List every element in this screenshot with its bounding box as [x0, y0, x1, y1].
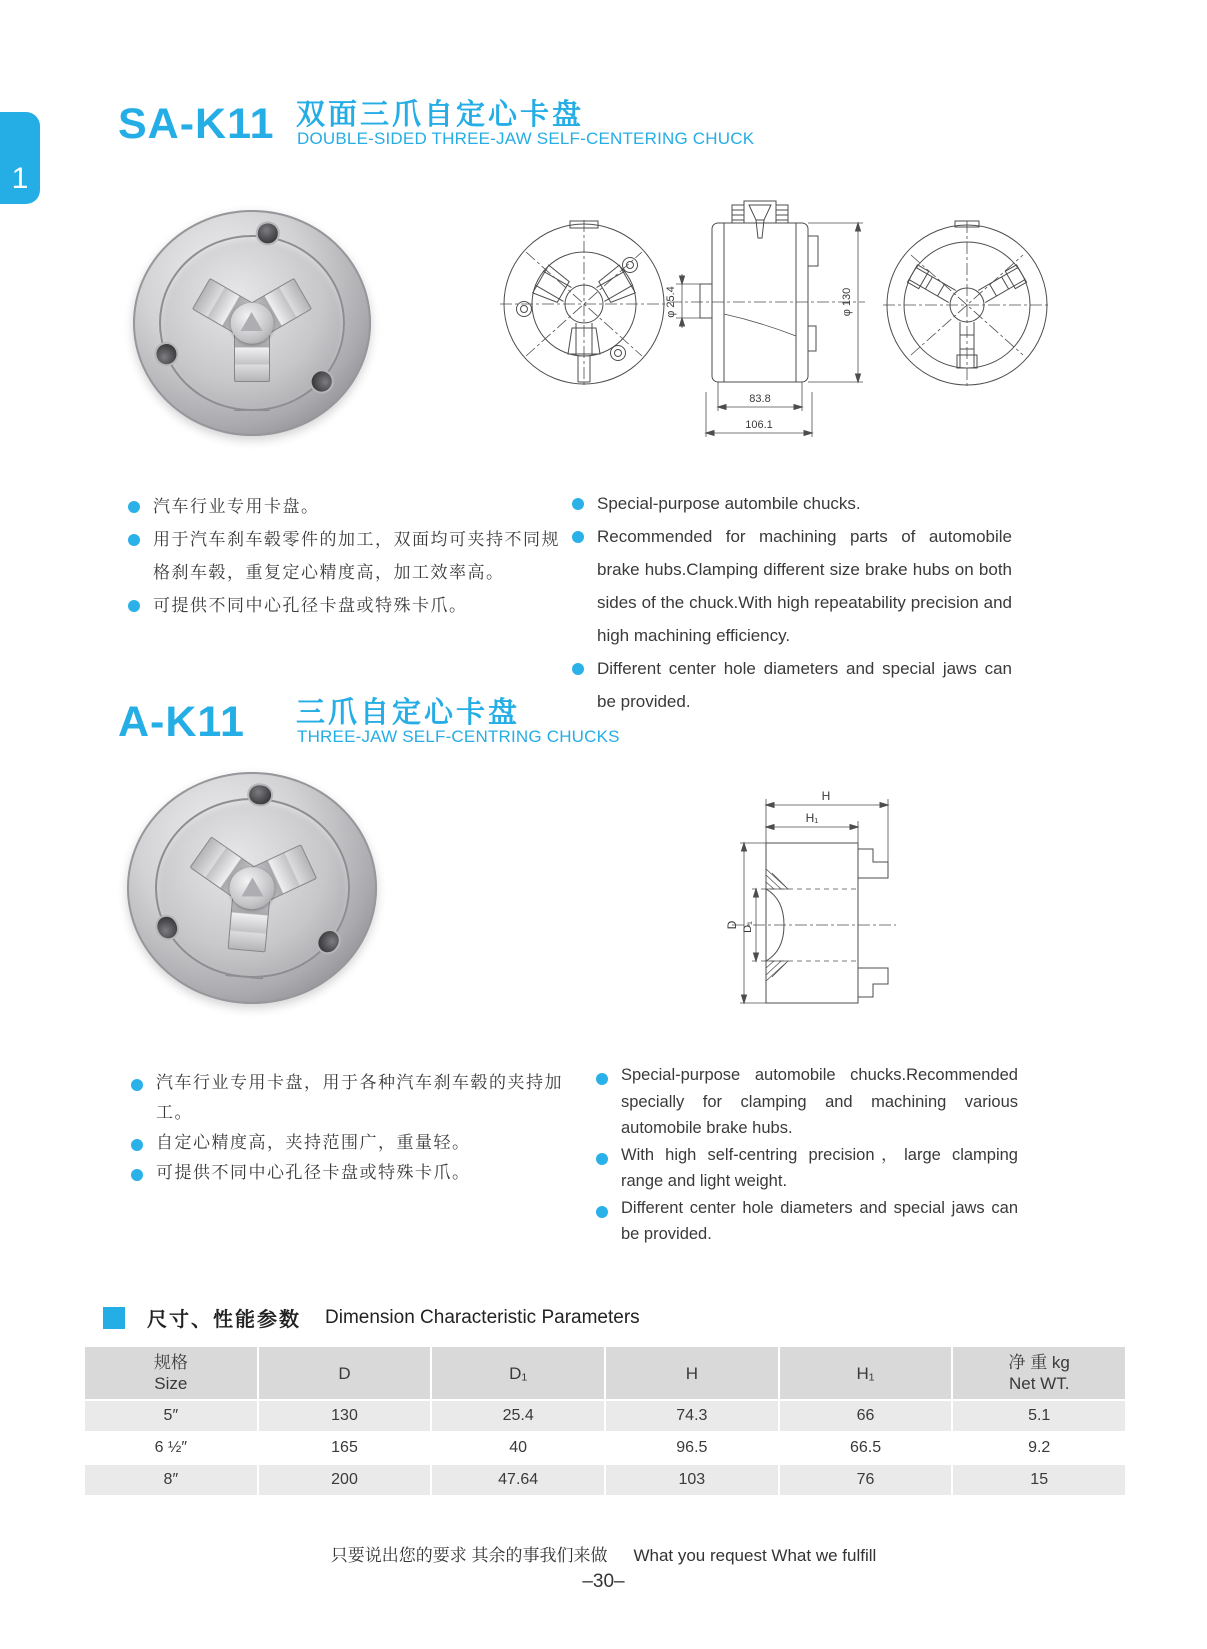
list-item: Different center hole diameters and special jaws can be provided. [596, 1195, 1018, 1248]
page-number: –30– [582, 1571, 625, 1592]
section2-title-en: THREE-JAW SELF-CENTRING CHUCKS [297, 727, 620, 746]
dim-label-bore: φ 25.4 [665, 286, 677, 318]
bullet-icon [572, 498, 584, 510]
dimension-table [85, 1347, 1125, 1495]
sa-k11-front-view-drawing [498, 218, 670, 390]
list-item: 汽车行业专用卡盘，用于各种汽车刹车毂的夹持加工。 [131, 1068, 583, 1128]
dim-label-od: φ 130 [841, 287, 853, 317]
section2-title-cn: 三爪自定心卡盘 [296, 697, 521, 729]
table-row: 5″ 130 25.4 74.3 66 5.1 [85, 1401, 1125, 1431]
bullet-icon [596, 1206, 608, 1218]
table-header-row [85, 1347, 1125, 1399]
section1-title-en: DOUBLE-SIDED THREE-JAW SELF-CENTERING CHUCK [297, 129, 755, 148]
list-item: 汽车行业专用卡盘。 [128, 490, 560, 523]
bullet-icon [596, 1073, 608, 1085]
bullet-icon [131, 1079, 143, 1091]
screw-icon [154, 341, 179, 367]
col-header-d: D [259, 1347, 433, 1399]
table-row: 6 ½″ 165 40 96.5 66.5 9.2 [85, 1433, 1125, 1463]
bullet-icon [128, 600, 140, 612]
list-item: 可提供不同中心孔径卡盘或特殊卡爪。 [128, 589, 560, 622]
bullet-icon [128, 501, 140, 513]
col-header-weight: 净 重 kg Net WT. [1008, 1353, 1070, 1393]
list-item: 自定心精度高，夹持范围广，重量轻。 [131, 1128, 583, 1158]
a-k11-features-en [596, 1062, 1018, 1248]
chuck-hub [231, 303, 274, 344]
sa-k11-features-en [572, 487, 1012, 718]
chuck-body [127, 772, 377, 1004]
bullet-icon [572, 531, 584, 543]
chapter-tab [0, 112, 40, 204]
footer-slogan-cn: 只要说出您的要求 其余的事我们来做 [330, 1546, 608, 1565]
list-item: Recommended for machining parts of automobile brake hubs.Clamping different size brake hubs on both sides of the chuck.With high repeatability precision and high machining efficiency. [572, 520, 1012, 652]
hub-logo [241, 312, 263, 331]
dim-label-inner-width: 83.8 [749, 393, 771, 405]
bullet-icon [596, 1153, 608, 1165]
list-item: Special-purpose automobile chucks.Recommended specially for clamping and machining various automobile brake hubs. [596, 1062, 1018, 1142]
square-bullet-icon [103, 1307, 125, 1329]
table-row: 8″ 200 47.64 103 76 15 [85, 1465, 1125, 1495]
parameters-heading-en: Dimension Characteristic Parameters [325, 1306, 640, 1328]
model-sa-k11: SA-K11 [118, 100, 275, 148]
screw-icon [154, 914, 181, 942]
col-header-h1: H₁ [780, 1347, 954, 1399]
parameters-heading-cn: 尺寸、性能参数 [147, 1309, 301, 1331]
a-k11-features-cn [131, 1068, 583, 1188]
hub-logo [241, 877, 263, 896]
bullet-icon [131, 1169, 143, 1181]
parameters-heading [103, 1303, 640, 1332]
chuck-body [133, 210, 371, 436]
footer-slogan-en: What you request What we fulfill [633, 1546, 877, 1565]
chapter-number: 1 [11, 162, 29, 195]
bullet-icon [572, 663, 584, 675]
list-item: Different center hole diameters and special jaws can be provided. [572, 652, 1012, 718]
model-a-k11: A-K11 [118, 698, 245, 746]
list-item: 可提供不同中心孔径卡盘或特殊卡爪。 [131, 1158, 583, 1188]
sa-k11-features-cn [128, 490, 560, 622]
bullet-icon [128, 534, 140, 546]
dim-label-h1: H₁ [805, 811, 819, 825]
col-header-h: H [606, 1347, 780, 1399]
bullet-icon [131, 1139, 143, 1151]
dim-label-overall-width: 106.1 [745, 419, 773, 431]
sa-k11-section-drawing [660, 196, 875, 441]
footer-slogan [0, 1541, 1207, 1566]
dim-label-h: H [821, 789, 831, 803]
col-header-d1: D₁ [432, 1347, 606, 1399]
sa-k11-rear-view-drawing [881, 219, 1053, 391]
dim-label-d: D [725, 920, 739, 930]
col-header-size: 规格 Size [85, 1347, 259, 1399]
dim-label-d1: D₁ [742, 921, 754, 933]
list-item: Special-purpose autombile chucks. [572, 487, 1012, 520]
sa-k11-product-photo [133, 210, 371, 436]
a-k11-section-drawing [718, 785, 908, 1010]
list-item: 用于汽车刹车毂零件的加工，双面均可夹持不同规格刹车毂，重复定心精度高，加工效率高。 [128, 523, 560, 589]
list-item: With high self-centring precision，large clamping range and light weight. [596, 1142, 1018, 1195]
section1-title-cn: 双面三爪自定心卡盘 [296, 99, 585, 131]
chuck-hub [230, 867, 275, 909]
a-k11-product-photo [127, 772, 377, 1004]
